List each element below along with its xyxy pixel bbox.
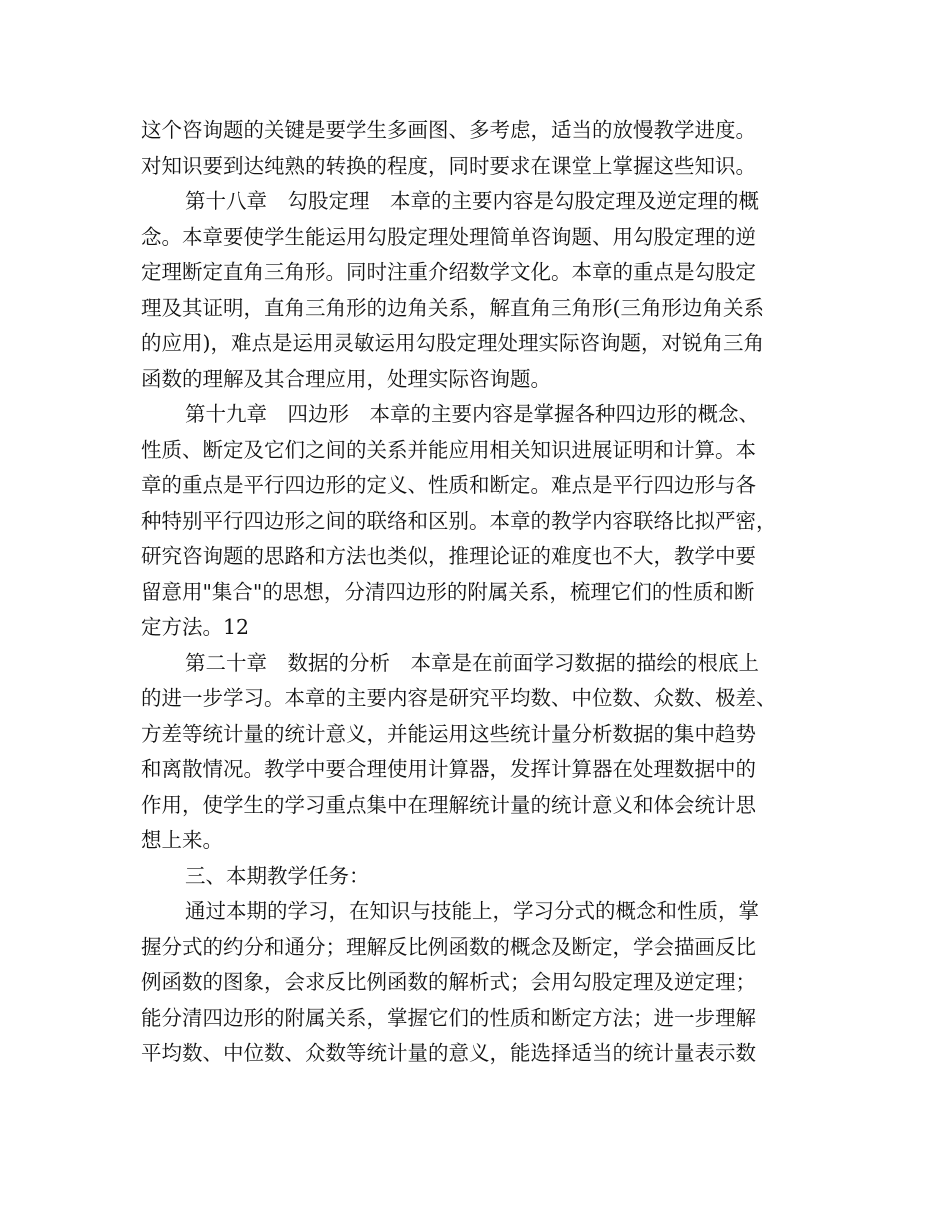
chapter-19-heading-line: 第十九章 四边形 本章的主要内容是掌握各种四边形的概念、 — [185, 402, 759, 426]
text-line: 种特别平行四边形之间的联络和区别。本章的教学内容联络比拟严密， — [141, 508, 777, 533]
text-line: 能分清四边形的附属关系，掌握它们的性质和断定方法；进一步理解 — [141, 1005, 756, 1030]
chapter-20-heading-line: 第二十章 数据的分析 本章是在前面学习数据的描绘的根底上 — [185, 650, 759, 675]
text-line: 这个咨询题的关键是要学生多画图、多考虑，适当的放慢教学进度。 — [141, 118, 756, 142]
text-line: 平均数、中位数、众数等统计量的意义，能选择适当的统计量表示数 — [141, 1041, 756, 1065]
text-line: 理及其证明，直角三角形的边角关系，解直角三角形(三角形边角关系 — [141, 295, 764, 320]
text-line: 研究咨询题的思路和方法也类似，推理论证的难度也不大，教学中要 — [141, 544, 756, 568]
text-line: 的进一步学习。本章的主要内容是研究平均数、中位数、众数、极差、 — [141, 686, 777, 710]
document-body — [141, 113, 821, 1072]
text-line: 定方法。12 — [141, 615, 250, 639]
text-line: 通过本期的学习，在知识与技能上，学习分式的概念和性质，掌 — [185, 899, 759, 923]
section-heading-line: 三、本期教学任务： — [185, 863, 370, 888]
text-line: 和离散情况。教学中要合理使用计算器，发挥计算器在处理数据中的 — [141, 757, 756, 781]
text-line: 函数的理解及其合理应用，处理实际咨询题。 — [141, 366, 551, 391]
text-line: 作用，使学生的学习重点集中在理解统计量的统计意义和体会统计思 — [141, 792, 756, 817]
text-line: 定理断定直角三角形。同时注重介绍数学文化。本章的重点是勾股定 — [141, 260, 756, 284]
text-line: 例函数的图象，会求反比例函数的解析式；会用勾股定理及逆定理； — [141, 970, 756, 994]
text-line: 的应用)，难点是运用灵敏运用勾股定理处理实际咨询题，对锐角三角 — [141, 331, 764, 355]
text-line: 章的重点是平行四边形的定义、性质和断定。难点是平行四边形与各 — [141, 473, 756, 497]
text-line: 对知识要到达纯熟的转换的程度，同时要求在课堂上掌握这些知识。 — [141, 153, 756, 178]
chapter-18-heading-line: 第十八章 勾股定理 本章的主要内容是勾股定理及逆定理的概 — [185, 189, 759, 213]
text-line: 握分式的约分和通分；理解反比例函数的概念及断定，学会描画反比 — [141, 934, 756, 959]
text-line: 性质、断定及它们之间的关系并能应用相关知识进展证明和计算。本 — [141, 437, 756, 462]
text-line: 方差等统计量的统计意义，并能运用这些统计量分析数据的集中趋势 — [141, 721, 756, 746]
text-line: 留意用"集合"的思想，分清四边形的附属关系，梳理它们的性质和断 — [141, 579, 755, 604]
text-line: 想上来。 — [141, 828, 223, 852]
text-line: 念。本章要使学生能运用勾股定理处理简单咨询题、用勾股定理的逆 — [141, 224, 756, 249]
